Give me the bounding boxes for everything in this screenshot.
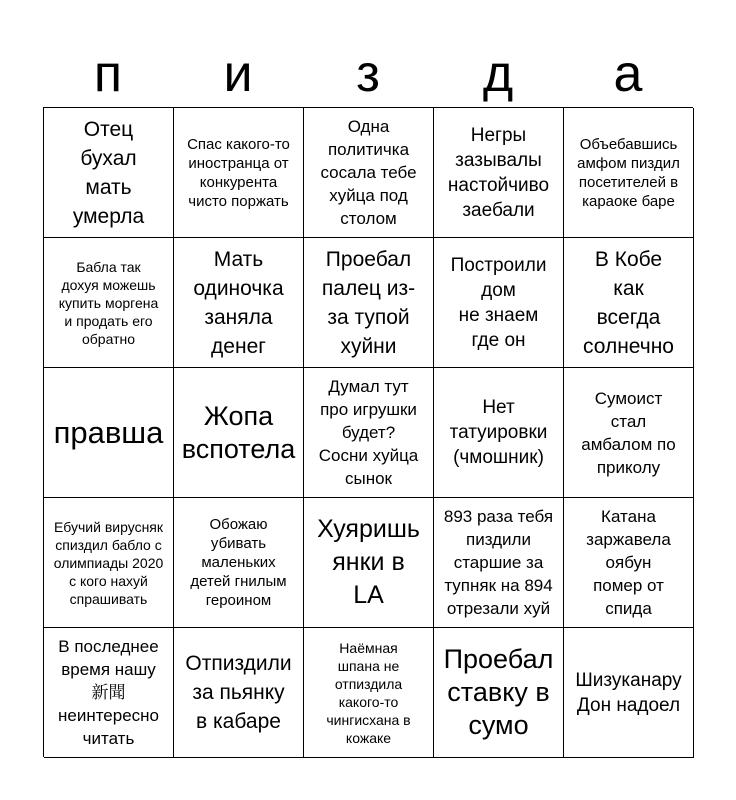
cell-text: В последнее время нашу 新聞 неинтересно читать bbox=[57, 637, 160, 748]
bingo-cell[interactable] bbox=[174, 628, 304, 758]
bingo-cell[interactable] bbox=[44, 368, 174, 498]
cell-text: Проебал палец из- за тупой хуйни bbox=[321, 247, 416, 358]
bingo-cell[interactable] bbox=[564, 628, 694, 758]
bingo-header bbox=[43, 40, 693, 108]
bingo-cell[interactable] bbox=[564, 498, 694, 628]
cell-text: Ебучий вирусняк спиздил бабло с олимпиады 2020 с кого нахуй спрашивать bbox=[53, 518, 164, 607]
bingo-cell[interactable] bbox=[44, 628, 174, 758]
bingo-grid bbox=[43, 107, 693, 757]
bingo-cell[interactable] bbox=[434, 238, 564, 368]
cell-text: В Кобе как всегда солнечно bbox=[582, 247, 674, 358]
cell-text: Наёмная шпана не отпиздила какого-то чингисхана в кожаке bbox=[326, 639, 411, 746]
cell-text: Нет татуировки (чмошник) bbox=[449, 397, 548, 468]
cell-text: Мать одиночка заняла денег bbox=[193, 247, 284, 358]
bingo-cell[interactable] bbox=[304, 628, 434, 758]
bingo-cell[interactable] bbox=[564, 368, 694, 498]
cell-text: Обожаю убивать маленьких детей гнилым героином bbox=[190, 516, 287, 609]
bingo-cell[interactable] bbox=[304, 498, 434, 628]
bingo-cell[interactable] bbox=[174, 238, 304, 368]
bingo-cell[interactable] bbox=[564, 108, 694, 238]
bingo-cell[interactable] bbox=[174, 108, 304, 238]
cell-text: Построили дом не знаем где он bbox=[450, 254, 547, 351]
cell-text: Спас какого-то иностранца от конкурента чисто поржать bbox=[187, 135, 290, 210]
header-letter-4: д bbox=[482, 45, 514, 103]
cell-text: Негры зазывалы настойчиво заебали bbox=[447, 124, 550, 221]
bingo-cell[interactable] bbox=[304, 368, 434, 498]
cell-text: Проебал ставку в сумо bbox=[443, 644, 554, 740]
cell-text: Жопа вспотела bbox=[181, 400, 296, 464]
cell-text: Шизуканару Дон надоел bbox=[575, 669, 682, 716]
cell-text: Объебавшись амфом пиздил посетителей в караоке баре bbox=[577, 135, 680, 210]
bingo-cell[interactable] bbox=[434, 498, 564, 628]
header-letter-3: з bbox=[356, 45, 380, 103]
header-letter-2: и bbox=[223, 45, 253, 103]
cell-text: Отпиздили за пьянку в кабаре bbox=[185, 652, 292, 733]
cell-text: Одна политичка сосала тебе хуйца под столом bbox=[320, 117, 417, 228]
bingo-cell[interactable] bbox=[434, 628, 564, 758]
bingo-cell[interactable] bbox=[44, 238, 174, 368]
cell-text: Бабла так дохуя можешь купить моргена и продать его обратно bbox=[58, 258, 159, 347]
cell-text: Катана заржавела оябун помер от спида bbox=[586, 507, 671, 618]
header-letter-5: а bbox=[613, 45, 643, 103]
bingo-cell[interactable] bbox=[304, 108, 434, 238]
bingo-cell[interactable] bbox=[434, 108, 564, 238]
cell-text: Отец бухал мать умерла bbox=[72, 117, 145, 228]
cell-text: Думал тут про игрушки будет? Сосни хуйца сынок bbox=[318, 377, 419, 488]
bingo-cell[interactable] bbox=[564, 238, 694, 368]
cell-text: 893 раза тебя пиздили старшие за тупняк на 894 отрезали хуй bbox=[443, 507, 554, 618]
bingo-cell[interactable] bbox=[44, 108, 174, 238]
header-letter-1: п bbox=[93, 45, 123, 103]
bingo-cell[interactable] bbox=[304, 238, 434, 368]
bingo-cell[interactable] bbox=[44, 498, 174, 628]
cell-text: правша bbox=[53, 414, 164, 450]
bingo-cell[interactable] bbox=[174, 498, 304, 628]
bingo-cell[interactable] bbox=[174, 368, 304, 498]
bingo-cell[interactable] bbox=[434, 368, 564, 498]
cell-text: Хуяришь янки в LA bbox=[317, 515, 420, 609]
cell-text: Сумоист стал амбалом по приколу bbox=[581, 388, 676, 477]
